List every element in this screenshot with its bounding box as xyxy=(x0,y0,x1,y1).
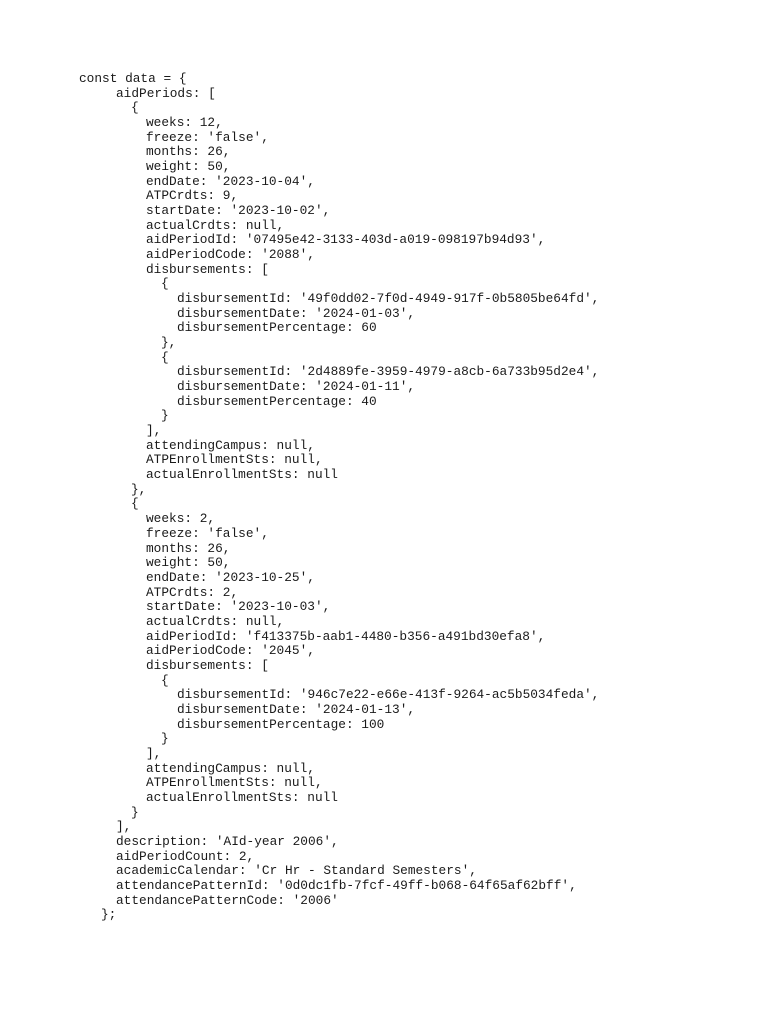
code-line: endDate: '2023-10-25', xyxy=(146,569,315,585)
code-line: } xyxy=(161,731,169,747)
code-line: academicCalendar: 'Cr Hr - Standard Semesters', xyxy=(116,863,477,879)
code-line: { xyxy=(161,276,169,292)
code-line: attendancePatternCode: '2006' xyxy=(116,892,339,908)
code-line: disbursementId: '946c7e22-e66e-413f-9264-ac5b5034feda', xyxy=(177,687,600,703)
code-line: disbursementPercentage: 100 xyxy=(177,716,385,732)
code-line: attendingCampus: null, xyxy=(146,437,315,453)
code-line: ATPEnrollmentSts: null, xyxy=(146,775,323,791)
code-line: disbursementPercentage: 40 xyxy=(177,393,377,409)
code-line: { xyxy=(161,672,169,688)
code-line: aidPeriodCode: '2045', xyxy=(146,643,315,659)
code-line: description: 'AId-year 2006', xyxy=(116,833,339,849)
code-line: { xyxy=(131,496,139,512)
code-line: disbursementId: '49f0dd02-7f0d-4949-917f-0b5805be64fd', xyxy=(177,291,600,307)
code-line: weeks: 12, xyxy=(146,115,223,131)
code-line: actualCrdts: null, xyxy=(146,613,285,629)
code-line: freeze: 'false', xyxy=(146,525,269,541)
code-line: }; xyxy=(101,907,117,923)
code-line: }, xyxy=(161,335,177,351)
code-line: }, xyxy=(131,481,147,497)
code-line: weight: 50, xyxy=(146,555,231,571)
code-line: attendancePatternId: '0d0dc1fb-7fcf-49ff-b068-64f65af62bff', xyxy=(116,877,577,893)
code-line: startDate: '2023-10-02', xyxy=(146,203,331,219)
code-line: aidPeriods: [ xyxy=(116,85,216,101)
code-line: disbursementId: '2d4889fe-3959-4979-a8cb-6a733b95d2e4', xyxy=(177,364,600,380)
code-line: ], xyxy=(146,423,162,439)
code-line: months: 26, xyxy=(146,144,231,160)
code-line: disbursementDate: '2024-01-13', xyxy=(177,701,416,717)
code-line: ATPCrdts: 2, xyxy=(146,584,239,600)
code-line: ], xyxy=(146,745,162,761)
code-line: ], xyxy=(116,819,132,835)
code-document xyxy=(0,72,768,923)
code-line: actualCrdts: null, xyxy=(146,217,285,233)
code-line: disbursements: [ xyxy=(146,261,269,277)
code-line: } xyxy=(161,408,169,424)
code-line: ATPEnrollmentSts: null, xyxy=(146,452,323,468)
code-line: disbursementDate: '2024-01-03', xyxy=(177,305,416,321)
code-line: disbursements: [ xyxy=(146,657,269,673)
code-line: freeze: 'false', xyxy=(146,129,269,145)
code-line: const data = { xyxy=(79,71,187,86)
code-line: aidPeriodId: 'f413375b-aab1-4480-b356-a491bd30efa8', xyxy=(146,628,546,644)
code-line: endDate: '2023-10-04', xyxy=(146,173,315,189)
code-line: aidPeriodCount: 2, xyxy=(116,848,255,864)
code-line: disbursementDate: '2024-01-11', xyxy=(177,379,416,395)
code-line: attendingCampus: null, xyxy=(146,760,315,776)
code-line: months: 26, xyxy=(146,540,231,556)
code-line: startDate: '2023-10-03', xyxy=(146,599,331,615)
code-line: weeks: 2, xyxy=(146,511,216,527)
code-line: weight: 50, xyxy=(146,159,231,175)
code-line: disbursementPercentage: 60 xyxy=(177,320,377,336)
code-line: ATPCrdts: 9, xyxy=(146,188,239,204)
code-line: actualEnrollmentSts: null xyxy=(146,467,338,483)
code-line: { xyxy=(131,100,139,116)
code-line: aidPeriodCode: '2088', xyxy=(146,247,315,263)
code-line: aidPeriodId: '07495e42-3133-403d-a019-098197b94d93', xyxy=(146,232,546,248)
code-line: } xyxy=(131,804,139,820)
code-line: actualEnrollmentSts: null xyxy=(146,789,338,805)
code-line: { xyxy=(161,349,169,365)
